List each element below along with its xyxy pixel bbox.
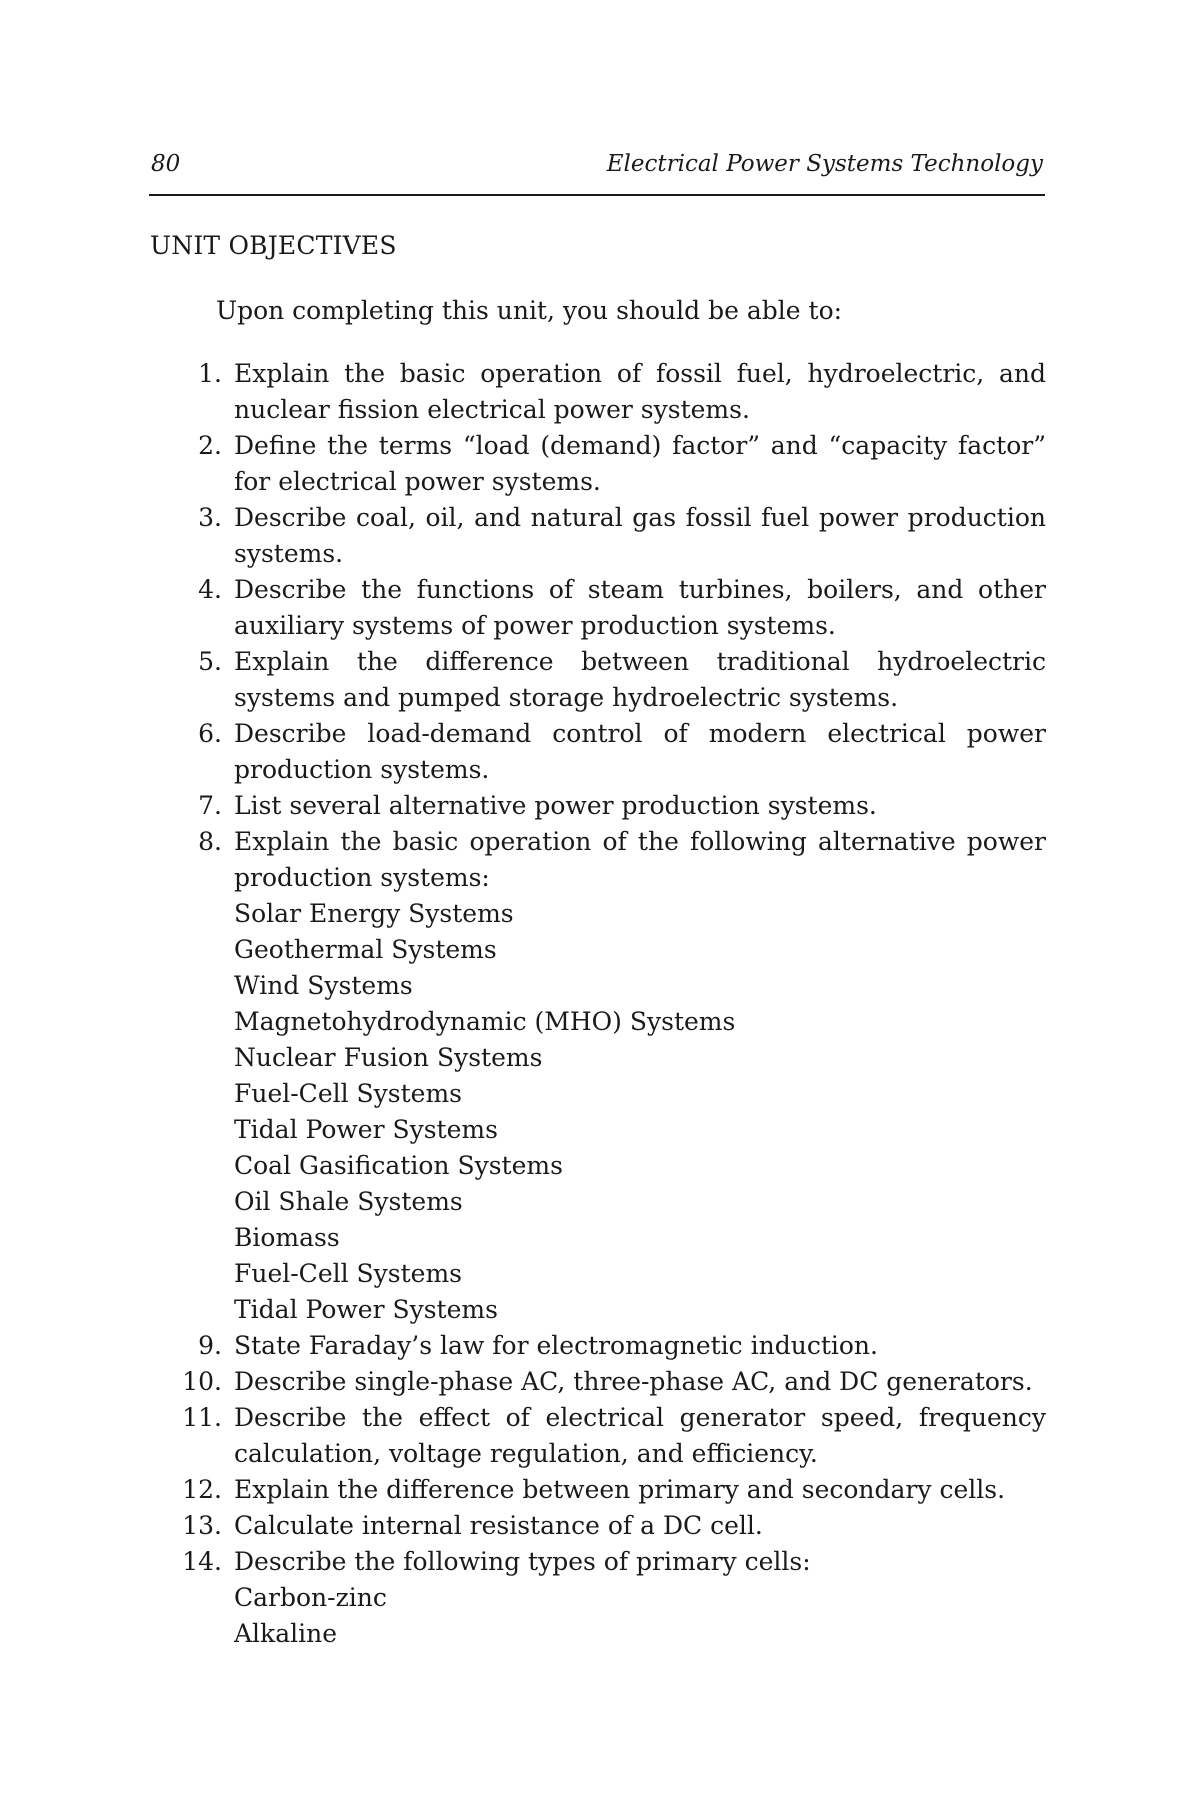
objective-item: [150, 644, 1046, 716]
objective-number: 12.: [182, 1475, 222, 1504]
objective-subitem: Magnetohydrodynamic (MHO) Systems: [234, 1007, 736, 1036]
objective-text: Explain the basic operation of fossil fuel, hydroelectric, and nuclear fission electrical power systems.: [234, 359, 1046, 424]
objective-item: [150, 1472, 1046, 1508]
objective-text: Describe the functions of steam turbines, boilers, and other auxiliary systems of power production systems.: [234, 575, 1046, 640]
objective-subitem: Nuclear Fusion Systems: [234, 1043, 543, 1072]
objective-number: 6.: [198, 719, 222, 748]
objective-text: Explain the difference between traditional hydroelectric systems and pumped storage hydroelectric systems.: [234, 647, 1046, 712]
objective-text: Describe coal, oil, and natural gas fossil fuel power production systems.: [234, 503, 1046, 568]
objective-number: 5.: [198, 647, 222, 676]
objective-text: State Faraday’s law for electromagnetic induction.: [234, 1331, 878, 1360]
objective-item: [150, 1364, 1046, 1400]
objective-number: 8.: [198, 827, 222, 856]
objective-text: List several alternative power production systems.: [234, 791, 877, 820]
objective-subitem: Biomass: [234, 1223, 340, 1252]
objective-subitem: Tidal Power Systems: [234, 1295, 498, 1324]
objective-sublist: [234, 896, 1046, 1328]
running-title: Electrical Power Systems Technology: [606, 151, 1043, 177]
objective-text: Define the terms “load (demand) factor” and “capacity factor” for electrical power systems.: [234, 431, 1046, 496]
objective-number: 4.: [198, 575, 222, 604]
objective-number: 9.: [198, 1331, 222, 1360]
objective-text: Describe the effect of electrical generator speed, frequency calculation, voltage regulation, and efficiency.: [234, 1403, 1046, 1468]
objective-number: 11.: [182, 1403, 222, 1432]
page-number: 80: [151, 151, 181, 177]
objective-item: [150, 1400, 1046, 1472]
section-heading: UNIT OBJECTIVES: [150, 231, 397, 260]
objective-number: 10.: [182, 1367, 222, 1396]
objective-item: [150, 1544, 1046, 1652]
objective-item: [150, 356, 1046, 428]
objective-subitem: Tidal Power Systems: [234, 1115, 498, 1144]
objective-text: Describe single-phase AC, three-phase AC, and DC generators.: [234, 1367, 1033, 1396]
objective-text: Calculate internal resistance of a DC cell.: [234, 1511, 763, 1540]
objective-subitem: Carbon-zinc: [234, 1583, 387, 1612]
objective-text: Explain the difference between primary and secondary cells.: [234, 1475, 1006, 1504]
objective-item: [150, 824, 1046, 1328]
objective-subitem: Wind Systems: [234, 971, 413, 1000]
objective-subitem: Fuel-Cell Systems: [234, 1259, 463, 1288]
objective-subitem: Solar Energy Systems: [234, 899, 514, 928]
objective-number: 3.: [198, 503, 222, 532]
objective-number: 13.: [182, 1511, 222, 1540]
objective-item: [150, 428, 1046, 500]
objective-text: Describe load-demand control of modern electrical power production systems.: [234, 719, 1046, 784]
objective-subitem: Oil Shale Systems: [234, 1187, 463, 1216]
objective-number: 7.: [198, 791, 222, 820]
objective-item: [150, 716, 1046, 788]
page-header: [149, 148, 1045, 180]
objective-subitem: Fuel-Cell Systems: [234, 1079, 463, 1108]
objective-item: [150, 500, 1046, 572]
objective-item: [150, 1508, 1046, 1544]
objective-number: 2.: [198, 431, 222, 460]
objective-text: Explain the basic operation of the following alternative power production systems:: [234, 827, 1046, 892]
objective-number: 14.: [182, 1547, 222, 1576]
objective-item: [150, 572, 1046, 644]
objective-item: [150, 788, 1046, 824]
objective-sublist: [234, 1580, 1046, 1652]
objective-text: Describe the following types of primary cells:: [234, 1547, 811, 1576]
objective-number: 1.: [198, 359, 222, 388]
objective-item: [150, 1328, 1046, 1364]
intro-text: Upon completing this unit, you should be able to:: [216, 296, 843, 325]
objectives-list: [150, 356, 1046, 1652]
objective-subitem: Geothermal Systems: [234, 935, 497, 964]
objective-subitem: Coal Gasification Systems: [234, 1151, 563, 1180]
objective-subitem: Alkaline: [234, 1619, 337, 1648]
header-rule: [149, 194, 1045, 196]
